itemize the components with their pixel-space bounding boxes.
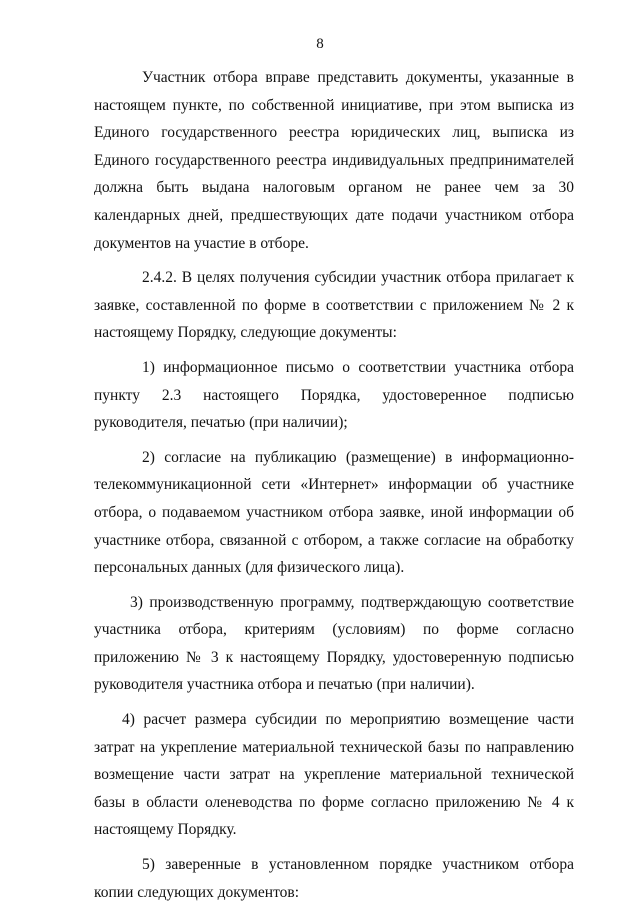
list-item-3: 3) производственную программу, подтверждающую соответствие участника отбора, критериям (условиям) по форме согласно приложению № 3 к настоящему Порядку, удостоверенную подписью руководителя участника отбора и печатью (при наличии).	[94, 593, 574, 694]
list-item-1: 1) информационное письмо о соответствии участника отбора пункту 2.3 настоящего Порядка, удостоверенное подписью руководителя, печатью (при наличии);	[94, 358, 574, 432]
page-number: 8	[316, 36, 324, 52]
paragraph-2-4-2: 2.4.2. В целях получения субсидии участник отбора прилагает к заявке, составленной по форме в соответствии с приложением № 2 к настоящему Порядку, следующие документы:	[94, 269, 574, 342]
paragraph-optional-documents: Участник отбора вправе представить документы, указанные в настоящем пункте, по собственной инициативе, при этом выписка из Единого государственного реестра юридических лиц, выписка из Единого государственного реестра индивидуальных предпринимателей должна быть выдана налоговым органом не ранее чем за 30 календарных дней, предшествующих дате подачи участником отбора документов на участие в отборе.	[94, 69, 574, 252]
document-body	[94, 64, 574, 913]
list-item-4: 4) расчет размера субсидии по мероприятию возмещение части затрат на укрепление материальной технической базы по направлению возмещение части затрат на укрепление материальной технической базы в области оленеводства по форме согласно приложению № 4 к настоящему Порядку.	[94, 711, 574, 839]
list-item-5: 5) заверенные в установленном порядке участником отбора копии следующих документов:	[94, 856, 574, 901]
list-item-2: 2) согласие на публикацию (размещение) в информационно-телекоммуникационной сети «Интернет» информации об участнике отбора, о подаваемом участником отбора заявке, иной информации об участнике отбора, связанной с отбором, а также согласие на обработку персональных данных (для физического лица).	[94, 448, 574, 577]
